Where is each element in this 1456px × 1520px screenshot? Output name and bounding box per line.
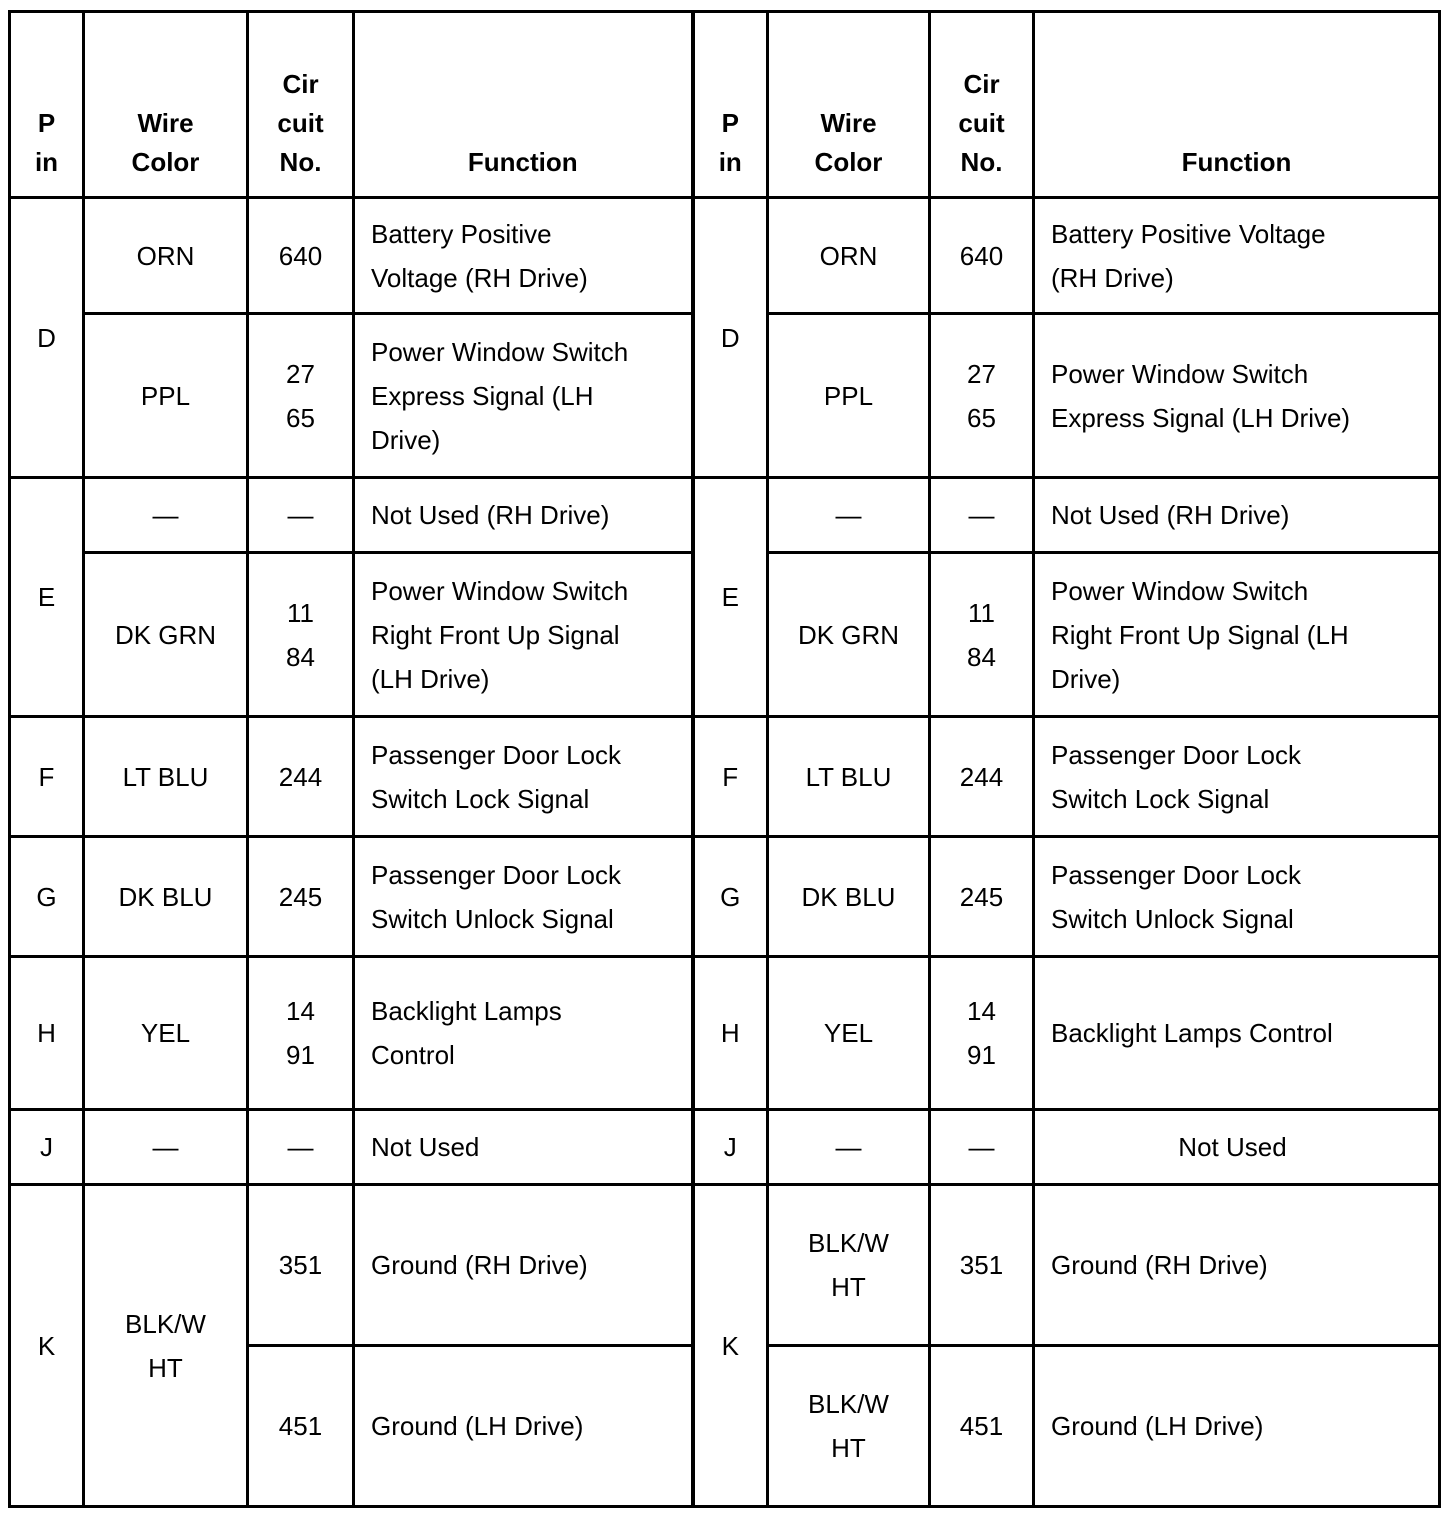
table-row [10, 837, 1440, 957]
wire-color-cell: — [768, 1110, 930, 1185]
pin-cell: G [10, 837, 84, 957]
table-row [10, 717, 1440, 837]
wire-color-cell: DK BLU [84, 837, 248, 957]
circuit-cell: 640 [248, 198, 354, 314]
pin-cell: J [693, 1110, 768, 1185]
circuit-cell: 245 [930, 837, 1034, 957]
pin-cell: D [10, 198, 84, 478]
function-cell: Ground (LH Drive) [354, 1346, 693, 1507]
wire-color-cell: DK GRN [84, 553, 248, 717]
wire-color-cell: DK BLU [768, 837, 930, 957]
table-row [10, 957, 1440, 1110]
circuit-cell: — [248, 478, 354, 553]
circuit-cell: 351 [930, 1185, 1034, 1346]
function-cell: Not Used (RH Drive) [1034, 478, 1440, 553]
wire-color-cell: — [84, 478, 248, 553]
function-cell: Backlight Lamps Control [1034, 957, 1440, 1110]
function-cell: Power Window Switch Express Signal (LH Drive) [354, 314, 693, 478]
header-wire-color-right: Wire Color [768, 12, 930, 198]
header-circuit-no-left: Cir cuit No. [248, 12, 354, 198]
table-row [10, 478, 1440, 553]
circuit-cell: — [248, 1110, 354, 1185]
wire-color-cell: — [768, 478, 930, 553]
function-cell: Not Used [1034, 1110, 1440, 1185]
header-function-right: Function [1034, 12, 1440, 198]
wire-color-cell: PPL [84, 314, 248, 478]
pin-cell: K [10, 1185, 84, 1507]
circuit-cell: 245 [248, 837, 354, 957]
function-cell: Backlight Lamps Control [354, 957, 693, 1110]
circuit-cell: — [930, 1110, 1034, 1185]
header-function-left: Function [354, 12, 693, 198]
connector-pinout-sheet [8, 10, 1441, 1508]
circuit-cell: — [930, 478, 1034, 553]
wire-color-cell: YEL [768, 957, 930, 1110]
circuit-cell: 351 [248, 1185, 354, 1346]
function-cell: Passenger Door Lock Switch Lock Signal [1034, 717, 1440, 837]
wire-color-cell: ORN [768, 198, 930, 314]
function-cell: Power Window Switch Right Front Up Signal (LH Drive) [1034, 553, 1440, 717]
pin-cell: J [10, 1110, 84, 1185]
circuit-cell: 11 84 [248, 553, 354, 717]
circuit-cell: 244 [930, 717, 1034, 837]
function-cell: Battery Positive Voltage (RH Drive) [354, 198, 693, 314]
wire-color-cell: LT BLU [768, 717, 930, 837]
wire-color-cell: BLK/W HT [768, 1185, 930, 1346]
pin-cell: H [10, 957, 84, 1110]
circuit-cell: 14 91 [930, 957, 1034, 1110]
circuit-cell: 451 [930, 1346, 1034, 1507]
header-wire-color-left: Wire Color [84, 12, 248, 198]
header-circuit-no-right: Cir cuit No. [930, 12, 1034, 198]
wire-color-cell: YEL [84, 957, 248, 1110]
function-cell: Battery Positive Voltage (RH Drive) [1034, 198, 1440, 314]
pin-cell: E [10, 478, 84, 717]
function-cell: Passenger Door Lock Switch Unlock Signal [1034, 837, 1440, 957]
pin-cell: D [693, 198, 768, 478]
function-cell: Not Used (RH Drive) [354, 478, 693, 553]
table-row [10, 1110, 1440, 1185]
function-cell: Passenger Door Lock Switch Lock Signal [354, 717, 693, 837]
pin-cell: F [693, 717, 768, 837]
wire-color-cell: PPL [768, 314, 930, 478]
table-row [10, 1185, 1440, 1346]
circuit-cell: 27 65 [248, 314, 354, 478]
circuit-cell: 244 [248, 717, 354, 837]
pin-cell: F [10, 717, 84, 837]
circuit-cell: 14 91 [248, 957, 354, 1110]
wire-color-cell: LT BLU [84, 717, 248, 837]
header-row [10, 12, 1440, 198]
pin-cell: K [693, 1185, 768, 1507]
table-row [10, 198, 1440, 314]
pin-cell: H [693, 957, 768, 1110]
wire-color-cell: BLK/W HT [84, 1185, 248, 1507]
function-cell: Not Used [354, 1110, 693, 1185]
function-cell: Passenger Door Lock Switch Unlock Signal [354, 837, 693, 957]
header-pin-right: P in [693, 12, 768, 198]
function-cell: Power Window Switch Right Front Up Signal (LH Drive) [354, 553, 693, 717]
circuit-cell: 640 [930, 198, 1034, 314]
wire-color-cell: BLK/W HT [768, 1346, 930, 1507]
circuit-cell: 451 [248, 1346, 354, 1507]
function-cell: Ground (RH Drive) [354, 1185, 693, 1346]
function-cell: Power Window Switch Express Signal (LH Drive) [1034, 314, 1440, 478]
wire-color-cell: ORN [84, 198, 248, 314]
pin-cell: E [693, 478, 768, 717]
function-cell: Ground (RH Drive) [1034, 1185, 1440, 1346]
wire-color-cell: — [84, 1110, 248, 1185]
pin-cell: G [693, 837, 768, 957]
wire-color-cell: DK GRN [768, 553, 930, 717]
header-pin-left: P in [10, 12, 84, 198]
circuit-cell: 11 84 [930, 553, 1034, 717]
circuit-cell: 27 65 [930, 314, 1034, 478]
function-cell: Ground (LH Drive) [1034, 1346, 1440, 1507]
pinout-table [8, 10, 1441, 1508]
